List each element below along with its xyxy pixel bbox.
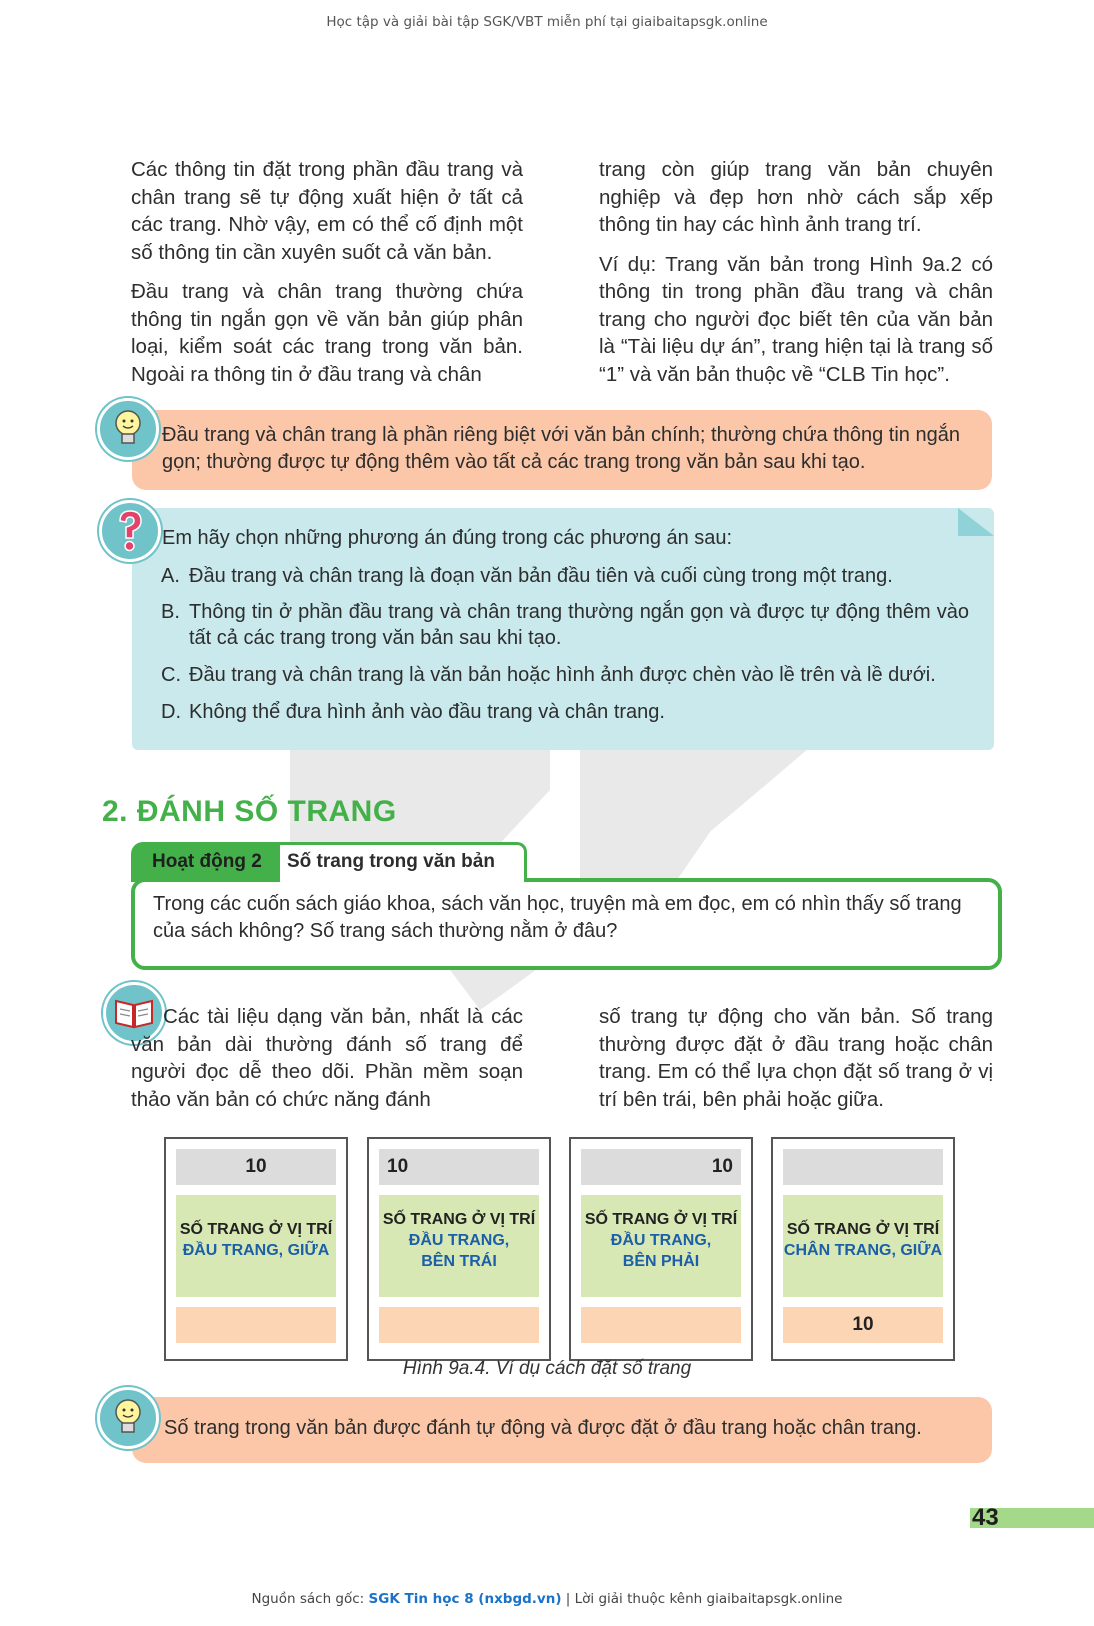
reading-left-text: Các tài liệu dạng văn bản, nhất là các văn bản dài thường đánh số trang để người đọc dễ theo dõi. Phần mềm soạn thảo văn bản có chức năng đánh [131, 1005, 523, 1111]
option-text: Đầu trang và chân trang là đoạn văn bản đầu tiên và cuối cùng trong một trang. [189, 565, 893, 587]
figure-label [581, 1195, 741, 1297]
figure-label-line: SỐ TRANG Ở VỊ TRÍ [179, 1221, 333, 1238]
activity-title: Số trang trong văn bản [287, 851, 495, 872]
intro-paragraph: Ví dụ: Trang văn bản trong Hình 9a.2 có thông tin trong phần đầu trang và chân trang cho người đọc biết tên của văn bản là “Tài liệu dự án”, trang hiện tại là trang số “1” và văn bản thuộc về “CLB Tin học”. [599, 252, 993, 386]
figure-label-line: ĐẦU TRANG, [610, 1232, 712, 1249]
page-number-figure [569, 1137, 753, 1361]
figure-label-line: SỐ TRANG Ở VỊ TRÍ [382, 1211, 536, 1228]
section-title: 2. ĐÁNH SỐ TRANG [102, 795, 397, 828]
page-fold-decoration [958, 508, 994, 536]
option-letter: A. [161, 565, 180, 587]
figure-header-number: 10 [176, 1149, 336, 1185]
quiz-option [161, 563, 981, 591]
figure-header-number [783, 1149, 943, 1185]
page-number: 43 [972, 1504, 999, 1531]
footer-suffix: | Lời giải thuộc kênh giaibaitapsgk.online [561, 1591, 843, 1607]
option-text: Đầu trang và chân trang là văn bản hoặc hình ảnh được chèn vào lề trên và lề dưới. [189, 664, 936, 686]
option-letter: D. [161, 701, 181, 723]
activity-tab-label: Hoạt động 2 [152, 851, 262, 872]
quiz-option [161, 699, 981, 727]
figure-footer-number [379, 1307, 539, 1343]
figure-label-line: BÊN TRÁI [421, 1253, 497, 1270]
option-text: Thông tin ở phần đầu trang và chân trang thường ngắn gọn và được tự động thêm vào tất cả các trang trong văn bản sau khi tạo. [189, 601, 969, 649]
figure-caption: Hình 9a.4. Ví dụ cách đặt số trang [402, 1358, 692, 1379]
quiz-option [161, 599, 981, 653]
site-footer [0, 1591, 1094, 1607]
figure-label [783, 1195, 943, 1297]
figure-header-number: 10 [581, 1149, 741, 1185]
quiz-option [161, 662, 981, 690]
figure-label-line: ĐẦU TRANG, [408, 1232, 510, 1249]
option-letter: C. [161, 664, 181, 686]
lightbulb-icon [97, 1387, 159, 1449]
site-header: Học tập và giải bài tập SGK/VBT miễn phí tại giaibaitapsgk.online [326, 14, 768, 30]
figure-label-line: SỐ TRANG Ở VỊ TRÍ [786, 1221, 940, 1238]
option-letter: B. [161, 601, 180, 623]
page-number-figure [367, 1137, 551, 1361]
intro-left-column [131, 156, 523, 400]
activity-text: Trong các cuốn sách giáo khoa, sách văn học, truyện mà em đọc, em có nhìn thấy số trang của sách không? Số trang sách thường nằm ở đâu? [153, 893, 962, 942]
lightbulb-icon [97, 398, 159, 460]
figure-footer-number [176, 1307, 336, 1343]
figure-label-line: BÊN PHẢI [622, 1253, 700, 1270]
question-mark-icon [99, 500, 161, 562]
figure-header-number: 10 [379, 1149, 539, 1185]
note-box [132, 1397, 992, 1463]
figure-footer-number: 10 [783, 1307, 943, 1343]
option-text: Không thể đưa hình ảnh vào đầu trang và chân trang. [189, 701, 665, 723]
figure-footer-number [581, 1307, 741, 1343]
figure-label-line: CHÂN TRANG, GIỮA [783, 1242, 943, 1259]
footer-source-link[interactable]: SGK Tin học 8 (nxbgd.vn) [368, 1591, 562, 1607]
figure-label-line: SỐ TRANG Ở VỊ TRÍ [584, 1211, 738, 1228]
figure-label [379, 1195, 539, 1297]
intro-paragraph: trang còn giúp trang văn bản chuyên nghiệp và đẹp hơn nhờ cách sắp xếp thông tin hay các hình ảnh trang trí. [599, 158, 993, 236]
intro-paragraph: Đầu trang và chân trang thường chứa thông tin ngắn gọn về văn bản giúp phân loại, kiểm soát các trang trong văn bản. Ngoài ra thông tin ở đầu trang và chân [131, 280, 523, 386]
page-number-figure [771, 1137, 955, 1361]
note-box [132, 410, 992, 490]
page-number-figure [164, 1137, 348, 1361]
figure-label [176, 1195, 336, 1297]
note-text: Số trang trong văn bản được đánh tự động và được đặt ở đầu trang hoặc chân trang. [164, 1417, 922, 1439]
figure-label-line: ĐẦU TRANG, GIỮA [182, 1242, 330, 1259]
intro-right-column [599, 156, 993, 400]
intro-paragraph: Các thông tin đặt trong phần đầu trang và chân trang sẽ tự động xuất hiện ở tất cả các trang. Nhờ vậy, em có thể cố định một số thông tin cần xuyên suốt cả văn bản. [131, 158, 523, 264]
note-text: Đầu trang và chân trang là phần riêng biệt với văn bản chính; thường chứa thông tin ngắn gọn; thường được tự động thêm vào tất cả các trang trong văn bản sau khi tạo. [162, 424, 960, 473]
reading-right-text: số trang tự động cho văn bản. Số trang thường được đặt ở đầu trang hoặc chân trang. Em có thể lựa chọn đặt số trang ở vị trí bên trái, bên phải hoặc giữa. [599, 1005, 993, 1111]
footer-prefix: Nguồn sách gốc: [251, 1591, 369, 1607]
quiz-question: Em hãy chọn những phương án đúng trong các phương án sau: [162, 527, 733, 549]
